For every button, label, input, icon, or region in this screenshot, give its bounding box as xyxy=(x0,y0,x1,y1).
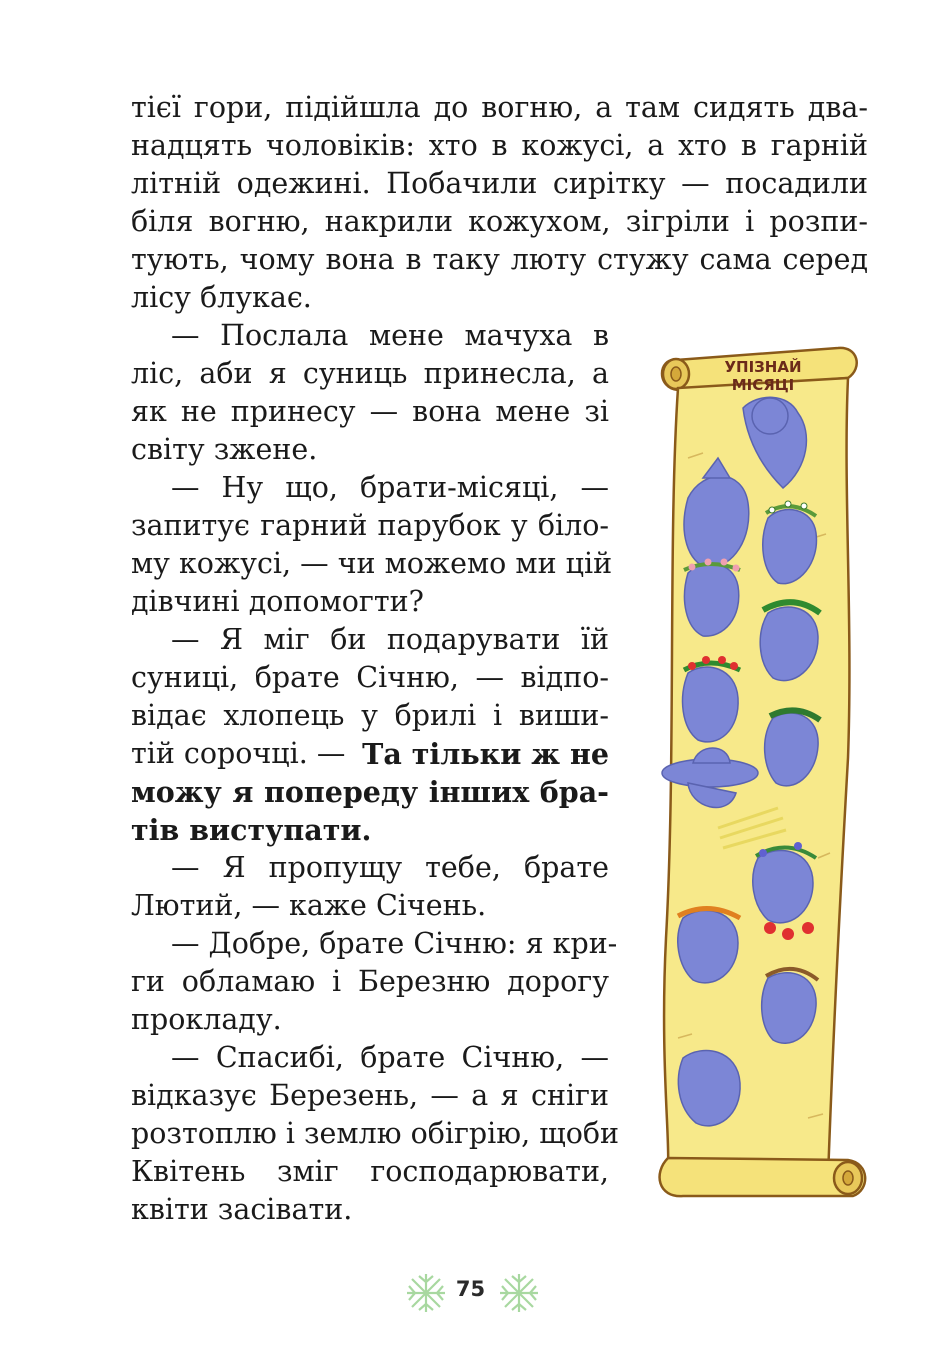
figure-june xyxy=(683,667,739,742)
text-segment: тій сорочці. — xyxy=(131,737,346,770)
text-line: розтоплю і землю обігрію, щоби xyxy=(131,1117,620,1150)
text-line: му кожусі, — чи можемо ми цій xyxy=(131,547,613,580)
text-line: — Послала мене мачуха в xyxy=(171,319,609,352)
scroll-title-line2: МІСЯЦІ xyxy=(731,376,795,394)
text-line: — Добре, брате Січню: я кри- xyxy=(171,927,618,960)
text-line: запитує гарний парубок у біло- xyxy=(131,509,609,542)
text-line: тують, чому вона в таку люту стужу сама серед xyxy=(131,243,868,276)
text-line: літній одежині. Побачили сирітку — посадили xyxy=(131,167,868,200)
text-line: відає хлопець у брилі і виши- xyxy=(131,699,609,732)
text-line: лісу блукає. xyxy=(131,281,312,314)
snowflake-ornament-right xyxy=(498,1272,540,1314)
text-line: тієї гори, підійшла до вогню, а там сидять два- xyxy=(131,91,868,124)
page-number: 75 xyxy=(455,1277,486,1301)
text-line: — Я пропущу тебе, брате xyxy=(171,851,609,884)
text-line xyxy=(131,735,609,773)
scroll-title-line1: УПІЗНАЙ xyxy=(724,358,802,376)
text-line: дівчині допомогти? xyxy=(131,585,424,618)
text-line: квіти засівати. xyxy=(131,1193,353,1226)
text-line: — Я міг би подарувати їй xyxy=(171,623,609,656)
text-line: біля вогню, накрили кожухом, зігріли і розпи- xyxy=(131,205,868,238)
text-line: — Спасибі, брате Січню, — xyxy=(171,1041,609,1074)
bold-text-line: тів виступати. xyxy=(131,813,372,847)
text-line: світу зжене. xyxy=(131,433,318,466)
text-line: відказує Березень, — а я сніги xyxy=(131,1079,609,1112)
bold-text-segment: Та тільки ж не xyxy=(362,737,609,771)
months-scroll-illustration xyxy=(648,338,873,1198)
text-line: суниці, брате Січню, — відпо- xyxy=(131,661,609,694)
text-line: ги обламаю і Березню дорогу xyxy=(131,965,609,998)
text-line: надцять чоловіків: хто в кожусі, а хто в гарній xyxy=(131,129,868,162)
text-line: Лютий, — каже Січень. xyxy=(131,889,487,922)
snowflake-ornament-left xyxy=(405,1272,447,1314)
bold-text-line: можу я попереду інших бра- xyxy=(131,775,609,809)
text-line: ліс, аби я суниць принесла, а xyxy=(131,357,609,390)
text-line: як не принесу — вона мене зі xyxy=(131,395,609,428)
text-line: прокладу. xyxy=(131,1003,282,1036)
text-line: Квітень зміг господарювати, xyxy=(131,1155,609,1188)
text-line: — Ну що, брати-місяці, — xyxy=(171,471,609,504)
figure-december xyxy=(678,1050,740,1125)
